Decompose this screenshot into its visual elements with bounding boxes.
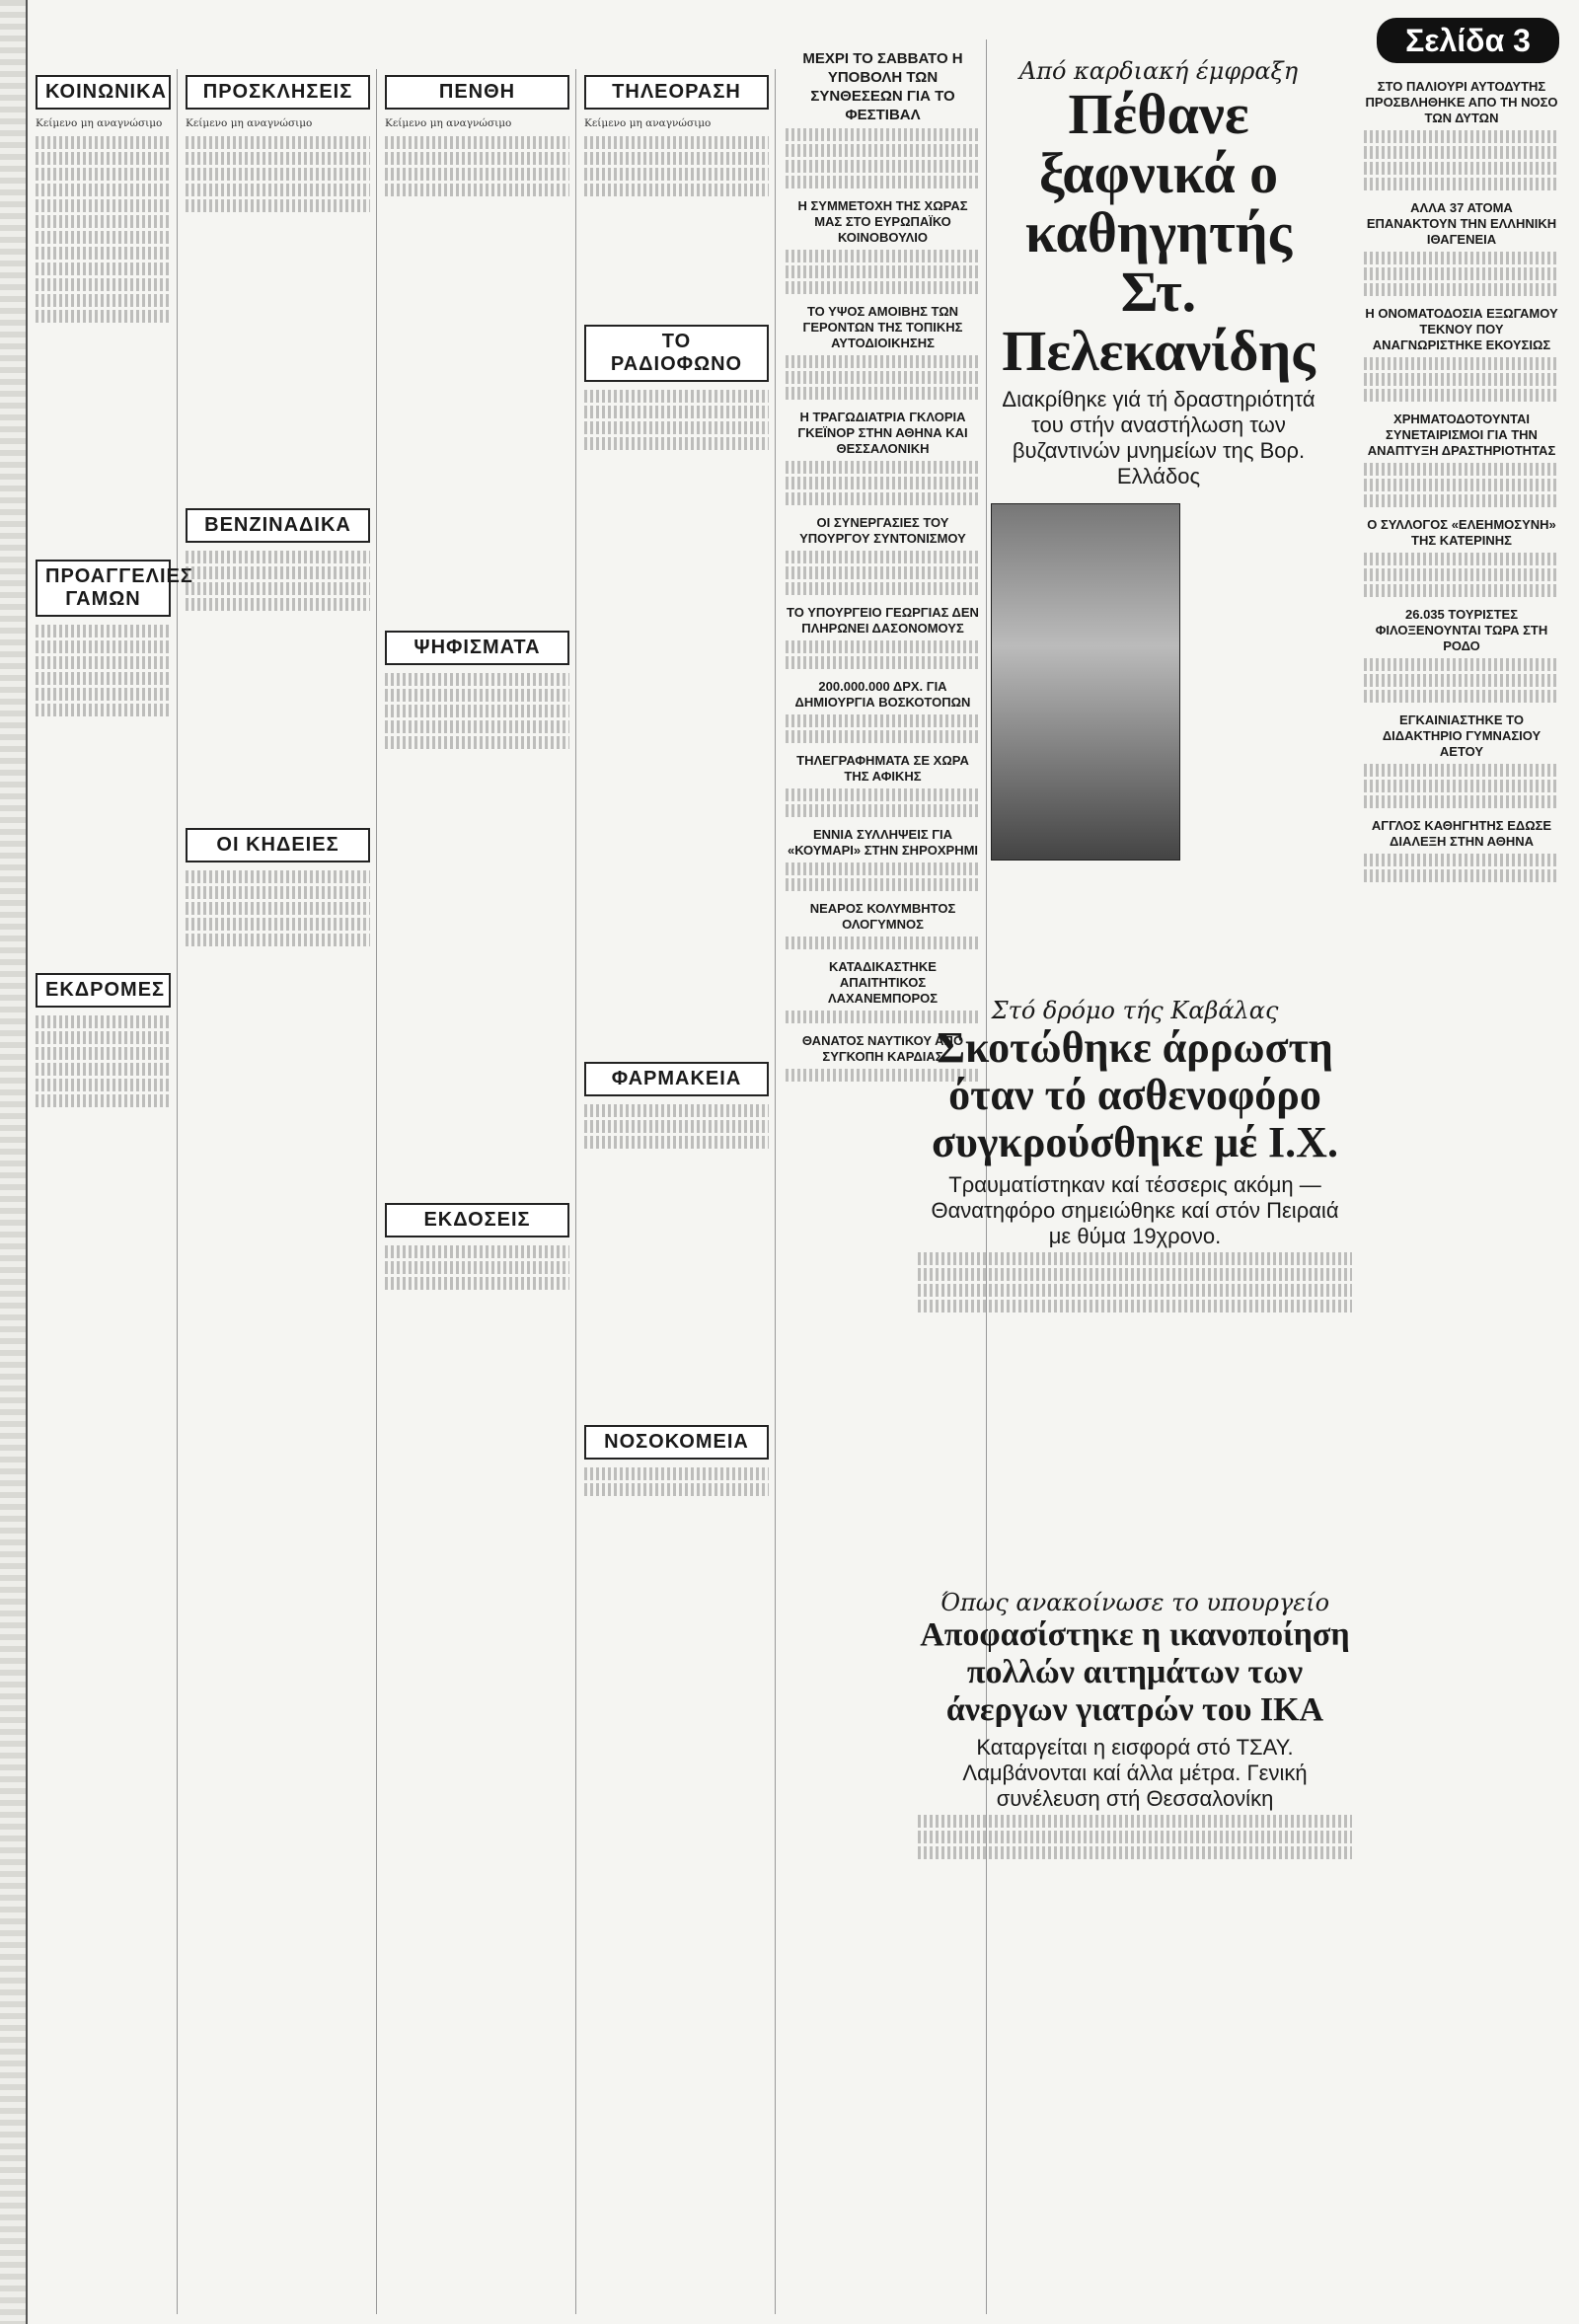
headline: ΕΓΚΑΙΝΙΑΣΤΗΚΕ ΤΟ ΔΙΔΑΚΤΗΡΙΟ ΓΥΜΝΑΣΙΟΥ ΑΕΤΟΥ <box>1382 712 1541 759</box>
section-heading: ΠΕΝΘΗ <box>385 75 569 110</box>
lead-story <box>991 57 1326 1044</box>
headline: ΕΝΝΙΑ ΣΥΛΛΗΨΕΙΣ ΓΙΑ «ΚΟΥΜΑΡΙ» ΣΤΗΝ ΣΗΡΟΧΡΗΜΙ <box>787 827 979 858</box>
placeholder-paragraph: Κείμενο μη αναγνώσιμο <box>385 117 512 129</box>
page-label: Σελίδα 3 <box>1377 18 1559 63</box>
placeholder-paragraph: Κείμενο μη αναγνώσιμο <box>36 117 163 129</box>
headline: ΟΙ ΣΥΝΕΡΓΑΣΙΕΣ ΤΟΥ ΥΠΟΥΡΓΟΥ ΣΥΝΤΟΝΙΣΜΟΥ <box>799 515 966 546</box>
section-heading: ΚΟΙΝΩΝΙΚΑ <box>36 75 171 110</box>
lead-title: Πέθανε ξαφνικά ο καθηγητής Στ. Πελεκανίδης <box>1002 82 1316 383</box>
headline: ΣΤΟ ΠΑΛΙΟΥΡΙ ΑΥΤΟΔΥΤΗΣ ΠΡΟΣΒΛΗΘΗΚΕ ΑΠΟ ΤΗ ΝΟΣΟ ΤΩΝ ΔΥΤΩΝ <box>1365 79 1558 125</box>
story-title: Σκοτώθηκε άρρωστη όταν τό ασθενοφόρο συγκρούσθηκε μέ Ι.Χ. <box>932 1023 1338 1166</box>
lead-kicker: Από καρδιακή έμφραξη <box>1018 57 1299 85</box>
column-2 <box>180 69 377 2314</box>
story-subtitle: Καταργείται η εισφορά στό ΤΣΑΥ. Λαμβάνονται καί άλλα μέτρα. Γενική συνέλευση στή Θεσσαλονίκη <box>962 1735 1308 1811</box>
column-4 <box>578 69 776 2314</box>
binding-edge <box>0 0 28 2324</box>
section-heading: ΝΟΣΟΚΟΜΕΙΑ <box>584 1425 769 1460</box>
column-1 <box>30 69 193 2314</box>
headline: Η ΟΝΟΜΑΤΟΔΟΣΙΑ ΕΞΩΓΑΜΟΥ ΤΕΚΝΟΥ ΠΟΥ ΑΝΑΓΝΩΡΙΣΤΗΚΕ ΕΚΟΥΣΙΩΣ <box>1365 306 1558 352</box>
story-kicker: Στό δρόμο τής Καβάλας <box>991 997 1279 1024</box>
story-ika-doctors <box>918 1589 1352 1964</box>
section-heading: ΤΗΛΕΟΡΑΣΗ <box>584 75 769 110</box>
headline: Η ΤΡΑΓΩΔΙΑΤΡΙΑ ΓΚΛΟΡΙΑ ΓΚΕΪΝΟΡ ΣΤΗΝ ΑΘΗΝΑ ΚΑΙ ΘΕΣΣΑΛΟΝΙΚΗ <box>797 410 968 456</box>
story-subtitle: Τραυματίστηκαν καί τέσσερις ακόμη — Θανατηφόρο σημειώθηκε καί στόν Πειραιά με θύμα 19χρονο. <box>931 1172 1339 1248</box>
headline: 26.035 ΤΟΥΡΙΣΤΕΣ ΦΙΛΟΞΕΝΟΥΝΤΑΙ ΤΩΡΑ ΣΤΗ ΡΟΔΟ <box>1375 607 1548 653</box>
placeholder-paragraph: Κείμενο μη αναγνώσιμο <box>186 117 313 129</box>
headline: ΤΟ ΥΠΟΥΡΓΕΙΟ ΓΕΩΡΓΙΑΣ ΔΕΝ ΠΛΗΡΩΝΕΙ ΔΑΣΟΝΟΜΟΥΣ <box>787 605 979 636</box>
headline: 200.000.000 ΔΡΧ. ΓΙΑ ΔΗΜΙΟΥΡΓΙΑ ΒΟΣΚΟΤΟΠΩΝ <box>794 679 971 710</box>
section-heading: ΠΡΟΣΚΛΗΣΕΙΣ <box>186 75 370 110</box>
section-heading: ΨΗΦΙΣΜΑΤΑ <box>385 631 569 665</box>
section-heading: ΟΙ ΚΗΔΕΙΕΣ <box>186 828 370 862</box>
headline: ΜΕΧΡΙ ΤΟ ΣΑΒΒΑΤΟ Η ΥΠΟΒΟΛΗ ΤΩΝ ΣΥΝΘΕΣΕΩΝ ΓΙΑ ΤΟ ΦΕΣΤΙΒΑΛ <box>802 50 963 123</box>
story-title: Αποφασίστηκε η ικανοποίηση πολλών αιτημάτων των άνεργων γιατρών του ΙΚΑ <box>920 1616 1350 1728</box>
section-heading: ΠΡΟΑΓΓΕΛΙΕΣ ΓΑΜΩΝ <box>36 560 171 617</box>
headline: ΝΕΑΡΟΣ ΚΟΛΥΜΒΗΤΟΣ ΟΛΟΓΥΜΝΟΣ <box>809 901 956 932</box>
placeholder-paragraph: Κείμενο μη αναγνώσιμο <box>584 117 712 129</box>
headline: Ο ΣΥΛΛΟΓΟΣ «ΕΛΕΗΜΟΣΥΝΗ» ΤΗΣ ΚΑΤΕΡΙΝΗΣ <box>1367 517 1556 548</box>
headline: ΤΟ ΥΨΟΣ ΑΜΟΙΒΗΣ ΤΩΝ ΓΕΡΟΝΤΩΝ ΤΗΣ ΤΟΠΙΚΗΣ ΑΥΤΟΔΙΟΙΚΗΣΗΣ <box>802 304 963 350</box>
story-kicker: Όπως ανακοίνωσε το υπουργείο <box>940 1589 1330 1616</box>
headline: ΑΛΛΑ 37 ΑΤΟΜΑ ΕΠΑΝΑΚΤΟΥΝ ΤΗΝ ΕΛΛΗΝΙΚΗ ΙΘΑΓΕΝΕΙΑ <box>1366 200 1557 247</box>
section-heading: ΕΚΔΡΟΜΕΣ <box>36 973 171 1008</box>
portrait-photo <box>991 503 1180 861</box>
column-8 <box>1358 69 1565 2314</box>
lead-subtitle: Διακρίθηκε γιά τή δραστηριότητά του στήν αναστήλωση των βυζαντινών μνημείων της Βορ. Ελλάδος <box>1002 387 1316 488</box>
column-3 <box>379 69 576 2314</box>
section-heading: ΒΕΝΖΙΝΑΔΙΚΑ <box>186 508 370 543</box>
headline: Η ΣΥΜΜΕΤΟΧΗ ΤΗΣ ΧΩΡΑΣ ΜΑΣ ΣΤΟ ΕΥΡΩΠΑΪΚΟ ΚΟΙΝΟΒΟΥΛΙΟ <box>797 198 968 245</box>
headline: ΚΑΤΑΔΙΚΑΣΤΗΚΕ ΑΠΑΙΤΗΤΙΚΟΣ ΛΑΧΑΝΕΜΠΟΡΟΣ <box>827 959 939 1006</box>
story-ambulance <box>918 997 1352 1530</box>
section-heading: ΦΑΡΜΑΚΕΙΑ <box>584 1062 769 1096</box>
headline: ΧΡΗΜΑΤΟΔΟΤΟΥΝΤΑΙ ΣΥΝΕΤΑΙΡΙΣΜΟΙ ΓΙΑ ΤΗΝ ΑΝΑΠΤΥΞΗ ΔΡΑΣΤΗΡΙΟΤΗΤΑΣ <box>1367 412 1556 458</box>
section-heading: ΕΚΔΟΣΕΙΣ <box>385 1203 569 1237</box>
headline: ΘΑΝΑΤΟΣ ΝΑΥΤΙΚΟΥ ΑΠΟ ΣΥΓΚΟΠΗ ΚΑΡΔΙΑΣ <box>801 1033 964 1064</box>
headline: ΤΗΛΕΓΡΑΦΗΜΑΤΑ ΣΕ ΧΩΡΑ ΤΗΣ ΑΦΙΚΗΣ <box>796 753 969 784</box>
headline: ΑΓΓΛΟΣ ΚΑΘΗΓΗΤΗΣ ΕΔΩΣΕ ΔΙΑΛΕΞΗ ΣΤΗΝ ΑΘΗΝΑ <box>1371 818 1552 849</box>
section-heading: ΤΟ ΡΑΔΙΟΦΩΝΟ <box>584 325 769 382</box>
